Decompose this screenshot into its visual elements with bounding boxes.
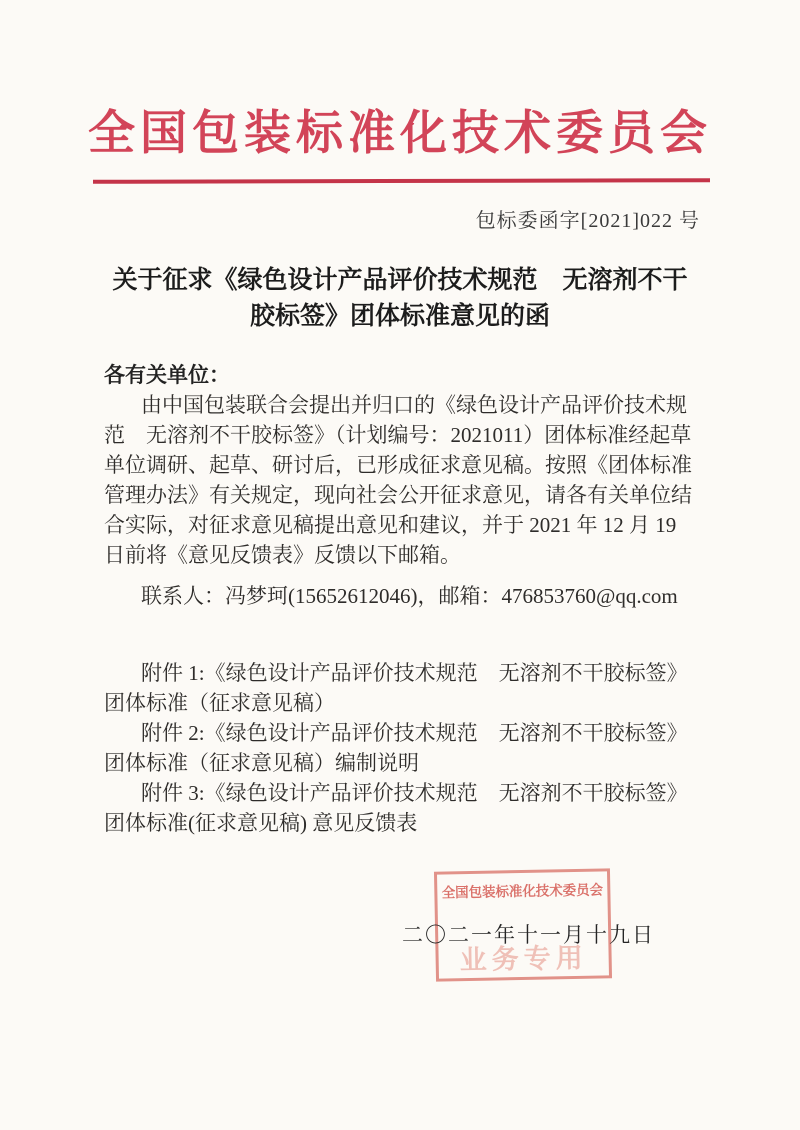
body-line: 范 无溶剂不干胶标签》（计划编号：2021011）团体标准经起草 [104, 423, 692, 447]
body-line: 日前将《意见反馈表》反馈以下邮箱。 [104, 543, 461, 567]
letterhead-org-title: 全国包装标准化技术委员会 [88, 108, 712, 160]
seal-purpose-text: 业务专用 [459, 942, 588, 976]
body-line: 管理办法》有关规定，现向社会公开征求意见，请各有关单位结 [104, 483, 692, 507]
attachment-1-line-2: 团体标准（征求意见稿） [104, 691, 335, 715]
contact-info-line: 联系人：冯梦珂(15652612046)，邮箱：476853760@qq.com [141, 584, 678, 608]
attachment-1-line-1: 附件 1:《绿色设计产品评价技术规范 无溶剂不干胶标签》 [141, 661, 688, 685]
attachment-2-line-2: 团体标准（征求意见稿）编制说明 [104, 751, 419, 775]
salutation: 各有关单位： [104, 363, 230, 387]
attachment-3-line-2: 团体标准(征求意见稿) 意见反馈表 [104, 811, 418, 835]
body-line: 单位调研、起草、研讨后，已形成征求意见稿。按照《团体标准 [104, 453, 692, 477]
letterhead-divider-rule [93, 178, 710, 184]
document-title [60, 263, 740, 335]
body-line: 合实际，对征求意见稿提出意见和建议，并于 2021 年 12 月 19 [104, 513, 677, 537]
body-line: 由中国包装联合会提出并归口的《绿色设计产品评价技术规 [141, 393, 687, 417]
attachment-2-line-1: 附件 2:《绿色设计产品评价技术规范 无溶剂不干胶标签》 [141, 721, 688, 745]
document-reference-number: 包标委函字[2021]022 号 [475, 210, 700, 232]
document-title-line-1: 关于征求《绿色设计产品评价技术规范 无溶剂不干 [112, 267, 688, 294]
seal-org-text: 全国包装标准化技术委员会 [441, 883, 604, 902]
document-title-line-2: 胶标签》团体标准意见的函 [249, 303, 550, 330]
body-paragraph [104, 390, 712, 570]
attachments-list [104, 658, 712, 838]
document-date: 二〇二一年十一月十九日 [402, 923, 655, 947]
attachment-3-line-1: 附件 3:《绿色设计产品评价技术规范 无溶剂不干胶标签》 [141, 781, 688, 805]
